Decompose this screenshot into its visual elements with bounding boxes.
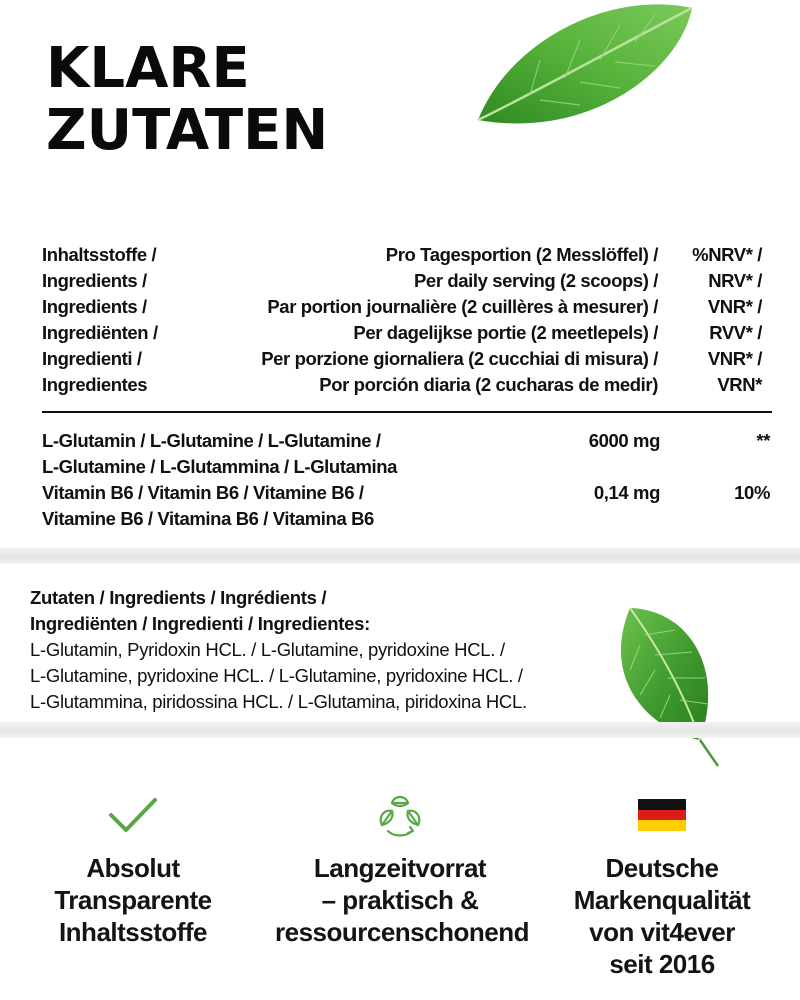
header-ingredient-label: Ingrediënten /	[42, 322, 158, 343]
page-title	[46, 38, 328, 162]
header-row	[42, 320, 772, 346]
title-line-1: KLARE	[46, 36, 250, 101]
header-serving-label: Per daily serving (2 scoops) /	[413, 270, 658, 291]
ingredients-list	[30, 585, 590, 715]
ingredients-line: L-Glutamin, Pyridoxin HCL. / L-Glutamine, pyridoxine HCL. /	[30, 639, 505, 660]
table-divider	[42, 411, 772, 413]
feature-text-line: Deutsche	[605, 853, 719, 883]
header-ingredient-label: Ingredienti /	[42, 348, 142, 369]
leaf-image-top	[470, 0, 700, 140]
ingredients-table	[42, 428, 772, 532]
feature-transparent-ingredients	[8, 790, 258, 948]
ingredient-name-line: Vitamin B6 / Vitamin B6 / Vitamine B6 /	[42, 482, 364, 503]
header-nrv-label: VNR* /	[707, 348, 762, 369]
nutrition-header	[42, 242, 772, 398]
header-row	[42, 346, 772, 372]
ingredient-amount: 0,14 mg	[593, 482, 660, 503]
feature-text-line: von vit4ever	[589, 917, 735, 947]
feature-german-quality	[537, 790, 787, 980]
ingredient-nrv: 10%	[734, 482, 770, 503]
feature-long-term-supply	[275, 790, 529, 948]
header-serving-label: Pro Tagesportion (2 Messlöffel) /	[385, 244, 658, 265]
header-ingredient-label: Ingredients /	[42, 270, 147, 291]
checkmark-icon	[8, 790, 258, 840]
header-nrv-label: %NRV* /	[692, 244, 762, 265]
feature-text-line: Langzeitvorrat	[313, 853, 487, 883]
section-separator	[0, 722, 800, 738]
header-row	[42, 294, 772, 320]
german-flag-icon	[537, 790, 787, 840]
ingredients-line: L-Glutamine, pyridoxine HCL. / L-Glutamine, pyridoxine HCL. /	[30, 665, 523, 686]
header-serving-label: Par portion journalière (2 cuillères à mesurer) /	[267, 296, 658, 317]
ingredient-amount: 6000 mg	[588, 430, 660, 451]
feature-text-line: – praktisch &	[321, 885, 479, 915]
header-serving-label: Por porción diaria (2 cucharas de medir)	[319, 374, 658, 395]
ingredient-name-line: L-Glutamin / L-Glutamine / L-Glutamine /	[42, 430, 381, 451]
section-separator	[0, 548, 800, 564]
recycle-leaf-icon	[275, 790, 525, 840]
table-row	[42, 480, 772, 532]
header-nrv-label: RVV* /	[709, 322, 762, 343]
feature-text-line: Transparente	[54, 885, 212, 915]
header-nrv-label: VRN*	[717, 374, 762, 395]
header-serving-label: Per porzione giornaliera (2 cucchiai di misura) /	[261, 348, 658, 369]
feature-text-line: Inhaltsstoffe	[58, 917, 208, 947]
table-row	[42, 428, 772, 480]
title-line-2: ZUTATEN	[46, 98, 329, 163]
header-ingredient-label: Inhaltsstoffe /	[42, 244, 157, 265]
ingredient-name-line: L-Glutamine / L-Glutammina / L-Glutamina	[42, 456, 398, 477]
header-nrv-label: NRV* /	[708, 270, 762, 291]
feature-text-line: ressourcenschonend	[275, 917, 529, 947]
ingredients-heading: Ingrediënten / Ingredienti / Ingredientes:	[30, 613, 370, 634]
feature-text-line: seit 2016	[609, 949, 715, 979]
feature-text-line: Markenqualität	[573, 885, 751, 915]
ingredients-heading: Zutaten / Ingredients / Ingrédients /	[30, 587, 327, 608]
ingredients-line: L-Glutammina, piridossina HCL. / L-Glutamina, piridoxina HCL.	[30, 691, 527, 712]
ingredient-nrv: **	[756, 430, 770, 451]
header-serving-label: Per dagelijkse portie (2 meetlepels) /	[353, 322, 658, 343]
header-row	[42, 268, 772, 294]
header-nrv-label: VNR* /	[707, 296, 762, 317]
header-ingredient-label: Ingredientes	[42, 374, 148, 395]
ingredient-name-line: Vitamine B6 / Vitamina B6 / Vitamina B6	[42, 508, 374, 529]
header-row	[42, 372, 772, 398]
header-row	[42, 242, 772, 268]
header-ingredient-label: Ingredients /	[42, 296, 147, 317]
leaf-image-middle	[600, 600, 730, 770]
feature-text-line: Absolut	[86, 853, 180, 883]
